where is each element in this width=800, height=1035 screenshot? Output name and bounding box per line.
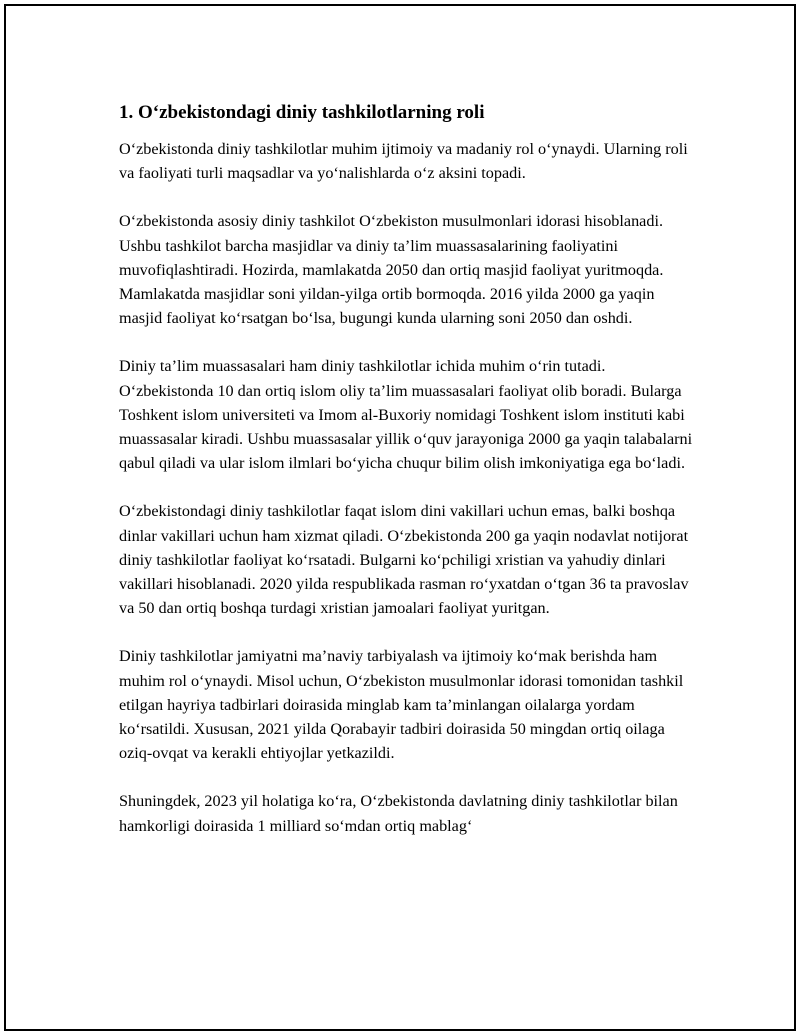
document-body [119, 99, 699, 862]
paragraph-1: O‘zbekistonda diniy tashkilotlar muhim ijtimoiy va madaniy rol o‘ynaydi. Ularning roli va faoliyati turli maqsadlar va yo‘nalishlarda o‘z aksini topadi. [119, 140, 688, 183]
paragraph-2: O‘zbekistonda asosiy diniy tashkilot O‘zbekiston musulmonlari idorasi hisoblanadi. Ushbu tashkilot barcha masjidlar va diniy ta’lim muassasalarining faoliyatini muvofiqlashtiradi. Hozirda, mamlakatda 2050 dan ortiq masjid faoliyat yuritmoqda. Mamlakatda masjidlar soni yildan-yilga ortib bormoqda. 2016 yilda 2000 ga yaqin masjid faoliyat ko‘rsatgan bo‘lsa, bugungi kunda ularning soni 2050 dan oshdi. [119, 212, 664, 328]
paragraph-4: O‘zbekistondagi diniy tashkilotlar faqat islom dini vakillari uchun emas, balki boshqa dinlar vakillari uchun ham xizmat qiladi. O‘zbekistonda 200 ga yaqin nodavlat notijorat diniy tashkilotlar faoliyat ko‘rsatadi. Bulgarni ko‘pchiligi xristian va yahudiy dinlari vakillari hisoblanadi. 2020 yilda respublikada rasman ro‘yxatdan o‘tgan 36 ta pravoslav va 50 dan ortiq boshqa turdagi xristian jamoalari faoliyat yuritgan. [119, 502, 689, 618]
document-title: 1. O‘zbekistondagi diniy tashkilotlarning roli [119, 102, 485, 123]
paragraph-6: Shuningdek, 2023 yil holatiga ko‘ra, O‘zbekistonda davlatning diniy tashkilotlar bilan hamkorligi doirasida 1 milliard so‘mdan ortiq mablag‘ [119, 792, 678, 835]
paragraph-5: Diniy tashkilotlar jamiyatni ma’naviy tarbiyalash va ijtimoiy ko‘mak berishda ham muhim rol o‘ynaydi. Misol uchun, O‘zbekiston musulmonlar idorasi tomonidan tashkil etilgan hayriya tadbirlari doirasida minglab kam ta’minlangan oilalarga yordam ko‘rsatildi. Xususan, 2021 yilda Qorabayir tadbiri doirasida 50 mingdan ortiq oilaga oziq-ovqat va kerakli ehtiyojlar yetkazildi. [119, 647, 684, 763]
page-frame [4, 4, 796, 1031]
paragraph-3: Diniy ta’lim muassasalari ham diniy tashkilotlar ichida muhim o‘rin tutadi. O‘zbekistonda 10 dan ortiq islom oliy ta’lim muassasalari faoliyat olib boradi. Bularga Toshkent islom universiteti va Imom al-Buxoriy nomidagi Toshkent islom instituti kabi muassasalar kiradi. Ushbu muassasalar yillik o‘quv jarayoniga 2000 ga yaqin talabalarni qabul qiladi va ular islom ilmlari bo‘yicha chuqur bilim olish imkoniyatiga ega bo‘ladi. [119, 357, 693, 473]
